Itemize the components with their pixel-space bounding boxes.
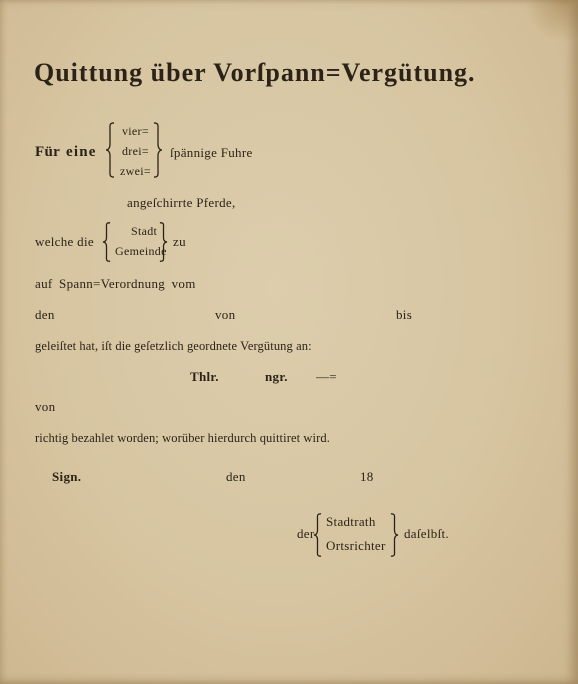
option-stadtrath: Stadtrath: [326, 514, 376, 529]
neugroschen-label: ngr.: [265, 369, 288, 384]
sign-year-label: 18: [360, 469, 374, 484]
right-brace-icon: [390, 513, 399, 557]
welche-suffix: zu: [173, 234, 186, 249]
option-gemeinde: Gemeinde: [115, 244, 167, 258]
date-bis-label: bis: [396, 307, 413, 322]
fuer-label: Für: [35, 144, 61, 160]
pferde-line: angeſchirrte Pferde,: [127, 195, 236, 210]
right-brace-icon: [159, 222, 168, 262]
option-ortsrichter: Ortsrichter: [326, 538, 386, 553]
geleistet-line: geleiſtet hat, iſt die geſetzlich geordnete Vergütung an:: [35, 339, 312, 353]
form-title: Quittung über Vorſpann=Vergütung.: [34, 58, 476, 87]
eine-label: eine: [66, 144, 97, 160]
signer-suffix: daſelbſt.: [404, 526, 449, 541]
signer-der: der: [297, 526, 315, 541]
left-brace-icon: [102, 222, 111, 262]
date-den-label: den: [35, 307, 55, 322]
pfennig-dash: —=: [316, 369, 337, 384]
left-brace-icon: [313, 513, 322, 557]
option-stadt: Stadt: [131, 224, 158, 238]
option-zwei: zwei=: [120, 164, 151, 178]
left-brace-icon: [105, 122, 115, 178]
option-drei: drei=: [122, 144, 149, 158]
von-line: von: [35, 399, 56, 414]
bezahlt-line: richtig bezahlet worden; worüber hierdurch quittiret wird.: [35, 431, 330, 445]
thaler-label: Thlr.: [190, 369, 219, 384]
sign-den-label: den: [226, 469, 246, 484]
sign-label: Sign.: [52, 469, 82, 484]
verordnung-line: auf Spann=Verordnung vom: [35, 276, 196, 291]
fuhre-suffix: ſpännige Fuhre: [170, 145, 253, 160]
date-von-label: von: [215, 307, 236, 322]
welche-prefix: welche die: [35, 234, 94, 249]
option-vier: vier=: [122, 124, 149, 138]
right-brace-icon: [153, 122, 163, 178]
